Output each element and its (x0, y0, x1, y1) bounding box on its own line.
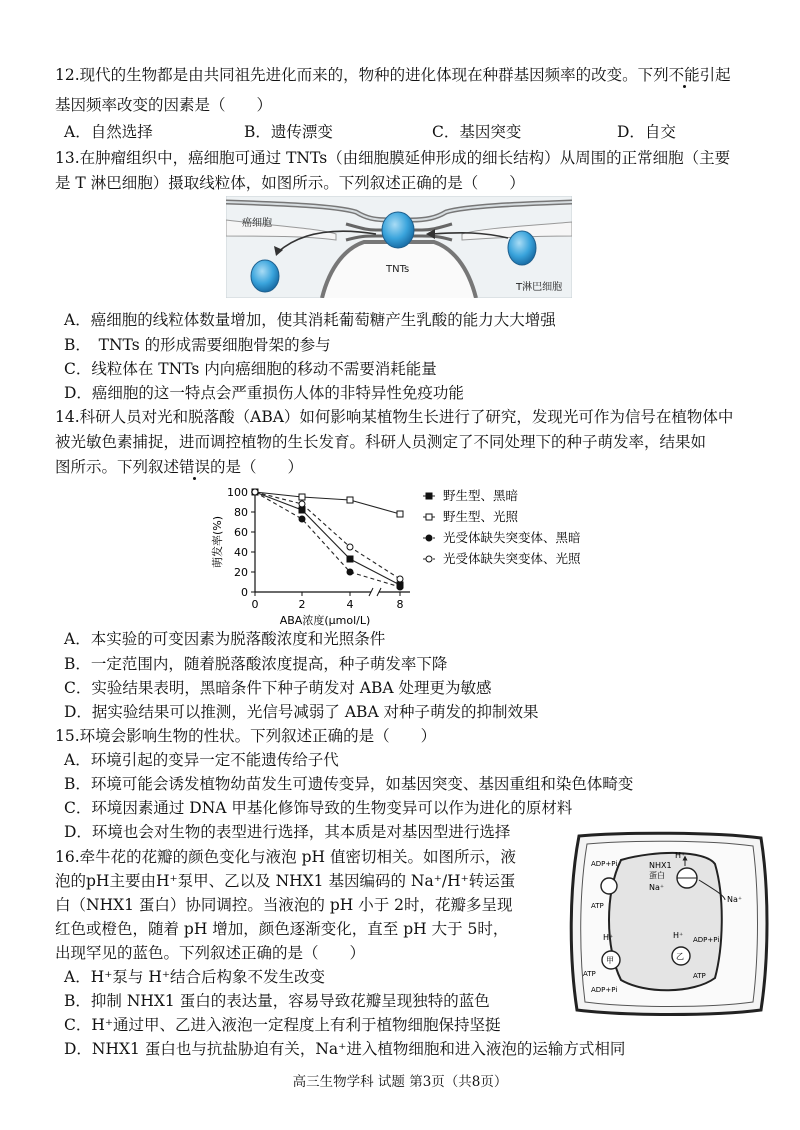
h-plus-mid: H⁺ (673, 931, 684, 940)
q15-option-c: C．环境因素通过 DNA 甲基化修饰导致的生物变异可以作为进化的原材料 (64, 799, 573, 817)
data-point (347, 556, 353, 562)
q15-option-a: A．环境引起的变异一定不能遗传给子代 (64, 751, 339, 769)
na-plus-outer: Na⁺ (727, 895, 743, 904)
legend-label: 野生型、黑暗 (443, 488, 519, 503)
q14-option-b: B．一定范围内，随着脱落酸浓度提高，种子萌发率下降 (64, 655, 448, 673)
emphasis-text: 错误 (179, 458, 211, 476)
q16-stem-line5: 出现罕见的蓝色。下列叙述正确的是（ ） (55, 944, 366, 962)
h-plus-top: H⁺ (675, 851, 686, 860)
series-line (255, 492, 400, 514)
q12-option-b: B．遗传漂变 (244, 123, 333, 141)
nhx1-label: NHX1 (649, 861, 672, 870)
y-tick-label: 80 (234, 506, 248, 519)
page-footer: 高三生物学科 试题 第3页（共8页） (292, 1074, 508, 1090)
q13-option-a: A．癌细胞的线粒体数量增加，使其消耗葡萄糖产生乳酸的能力大大增强 (64, 311, 556, 329)
legend-marker (426, 514, 432, 520)
x-axis-label: ABA浓度(μmol/L) (279, 614, 371, 627)
q14-stem-line3: 图所示。下列叙述错误的是（ ） (55, 458, 304, 476)
q14-option-c: C．实验结果表明，黑暗条件下种子萌发对 ABA 处理更为敏感 (64, 679, 492, 697)
x-tick-label: 4 (346, 598, 354, 611)
nhx1-sub-label: 蛋白 (649, 871, 665, 880)
legend-marker (426, 556, 432, 562)
x-tick-label: 2 (298, 598, 306, 611)
legend-marker (426, 493, 432, 499)
y-axis-label: 萌发率(%) (211, 515, 224, 569)
mitochondrion-center (382, 212, 414, 248)
q14-option-a: A．本实验的可变因素为脱落酸浓度和光照条件 (64, 630, 386, 648)
tnts-figure (226, 196, 572, 298)
x-tick-label: 8 (396, 598, 404, 611)
q14-stem-line2: 被光敏色素捕捉，进而调控植物的生长发育。科研人员测定了不同处理下的种子萌发率，结果如 (55, 433, 707, 451)
q12-option-a: A．自然选择 (64, 123, 153, 141)
y-tick-label: 20 (234, 566, 248, 579)
mitochondrion-right (508, 231, 536, 265)
data-point (397, 511, 403, 517)
q13-stem-line2: 是 T 淋巴细胞）摄取线粒体，如图所示。下列叙述正确的是（ ） (55, 174, 525, 192)
na-plus-inner: Na⁺ (649, 883, 665, 892)
y-tick-label: 0 (241, 586, 248, 599)
data-point (347, 497, 353, 503)
jia-label: 甲 (606, 956, 614, 965)
emphasis-text: 不能 (668, 66, 700, 84)
q16-stem-line3: 白（NHX1 蛋白）协同调控。当液泡的 pH 小于 2时，花瓣多呈现 (55, 896, 513, 914)
q16-stem-line1: 16.牵牛花的花瓣的颜色变化与液泡 pH 值密切相关。如图所示，液 (55, 848, 516, 866)
data-point (397, 584, 403, 590)
atp-label-2: ATP (693, 972, 706, 980)
data-point (299, 507, 305, 513)
q12-stem-line2: 基因频率改变的因素是（ ） (55, 96, 273, 114)
q12-stem-line1: 12.现代的生物都是由共同祖先进化而来的，物种的进化体现在种群基因频率的改变。下列不能引起 (55, 66, 731, 84)
atp-label-1: ATP (591, 902, 604, 910)
yi-label: 乙 (676, 952, 684, 961)
y-tick-label: 60 (234, 526, 248, 539)
q14-stem-line1: 14.科研人员对光和脱落酸（ABA）如何影响某植物生长进行了研究，发现光可作为信号在植物体中 (55, 408, 734, 426)
series-line (255, 492, 400, 585)
y-tick-label: 100 (227, 486, 248, 499)
t-cell-label: T淋巴细胞 (516, 282, 563, 293)
q15-stem: 15.环境会影响生物的性状。下列叙述正确的是（ ） (55, 727, 437, 745)
data-point (347, 544, 353, 550)
adp-pi-label-1: ADP+Pi (591, 860, 618, 868)
legend-marker (426, 535, 432, 541)
legend-label: 光受体缺失突变体、黑暗 (443, 530, 581, 545)
germination-chart (195, 482, 615, 627)
q15-option-d: D．环境也会对生物的表型进行选择，其本质是对基因型进行选择 (64, 823, 511, 841)
mitochondrion-left (251, 260, 279, 292)
data-point (299, 494, 305, 500)
series-line (255, 492, 400, 587)
q12-option-c: C．基因突变 (432, 123, 522, 141)
y-tick-label: 40 (234, 546, 248, 559)
vacuole-figure (565, 828, 773, 1018)
q16-option-b: B．抑制 NHX1 蛋白的表达量，容易导致花瓣呈现独特的蓝色 (64, 992, 490, 1010)
cancer-cell-label: 癌细胞 (242, 218, 272, 229)
data-point (299, 501, 305, 507)
data-point (397, 576, 403, 582)
q16-option-c: C．H⁺通过甲、乙进入液泡一定程度上有利于植物细胞保持坚挺 (64, 1016, 501, 1034)
data-point (299, 516, 305, 522)
x-tick-label: 0 (251, 598, 259, 611)
data-point (252, 489, 258, 495)
q13-option-b: B． TNTs 的形成需要细胞骨架的参与 (64, 336, 331, 354)
q13-stem-line1: 13.在肿瘤组织中，癌细胞可通过 TNTs（由细胞膜延伸形成的细长结构）从周围的正常细胞（主要 (55, 149, 731, 167)
q13-option-d: D．癌细胞的这一特点会严重损伤人体的非特异性免疫功能 (64, 384, 464, 402)
q13-option-c: C．线粒体在 TNTs 内向癌细胞的移动不需要消耗能量 (64, 360, 437, 378)
legend-label: 光受体缺失突变体、光照 (443, 551, 581, 566)
h-plus-left: H⁺ (603, 933, 614, 942)
tnts-label: TNTs (386, 264, 410, 275)
q14-option-d: D．据实验结果可以推测，光信号减弱了 ABA 对种子萌发的抑制效果 (64, 703, 539, 721)
adp-pi-label-3: ADP+Pi (591, 986, 618, 994)
q16-option-d: D．NHX1 蛋白也与抗盐胁迫有关，Na⁺进入植物细胞和进入液泡的运输方式相同 (64, 1040, 626, 1058)
data-point (347, 569, 353, 575)
atp-label-3: ATP (583, 970, 596, 978)
adp-pi-label-2: ADP+Pi (693, 936, 720, 944)
legend-label: 野生型、光照 (443, 509, 519, 524)
q16-stem-line4: 红色或橙色，随着 pH 增加，颜色逐渐变化，直至 pH 大于 5时， (55, 920, 509, 938)
q16-stem-line2: 泡的pH主要由H⁺泵甲、乙以及 NHX1 基因编码的 Na⁺/H⁺转运蛋 (55, 872, 516, 890)
q12-option-d: D．自交 (617, 123, 676, 141)
q15-option-b: B．环境可能会诱发植物幼苗发生可遗传变异，如基因突变、基因重组和染色体畸变 (64, 775, 634, 793)
q16-option-a: A．H⁺泵与 H⁺结合后构象不发生改变 (64, 968, 326, 986)
